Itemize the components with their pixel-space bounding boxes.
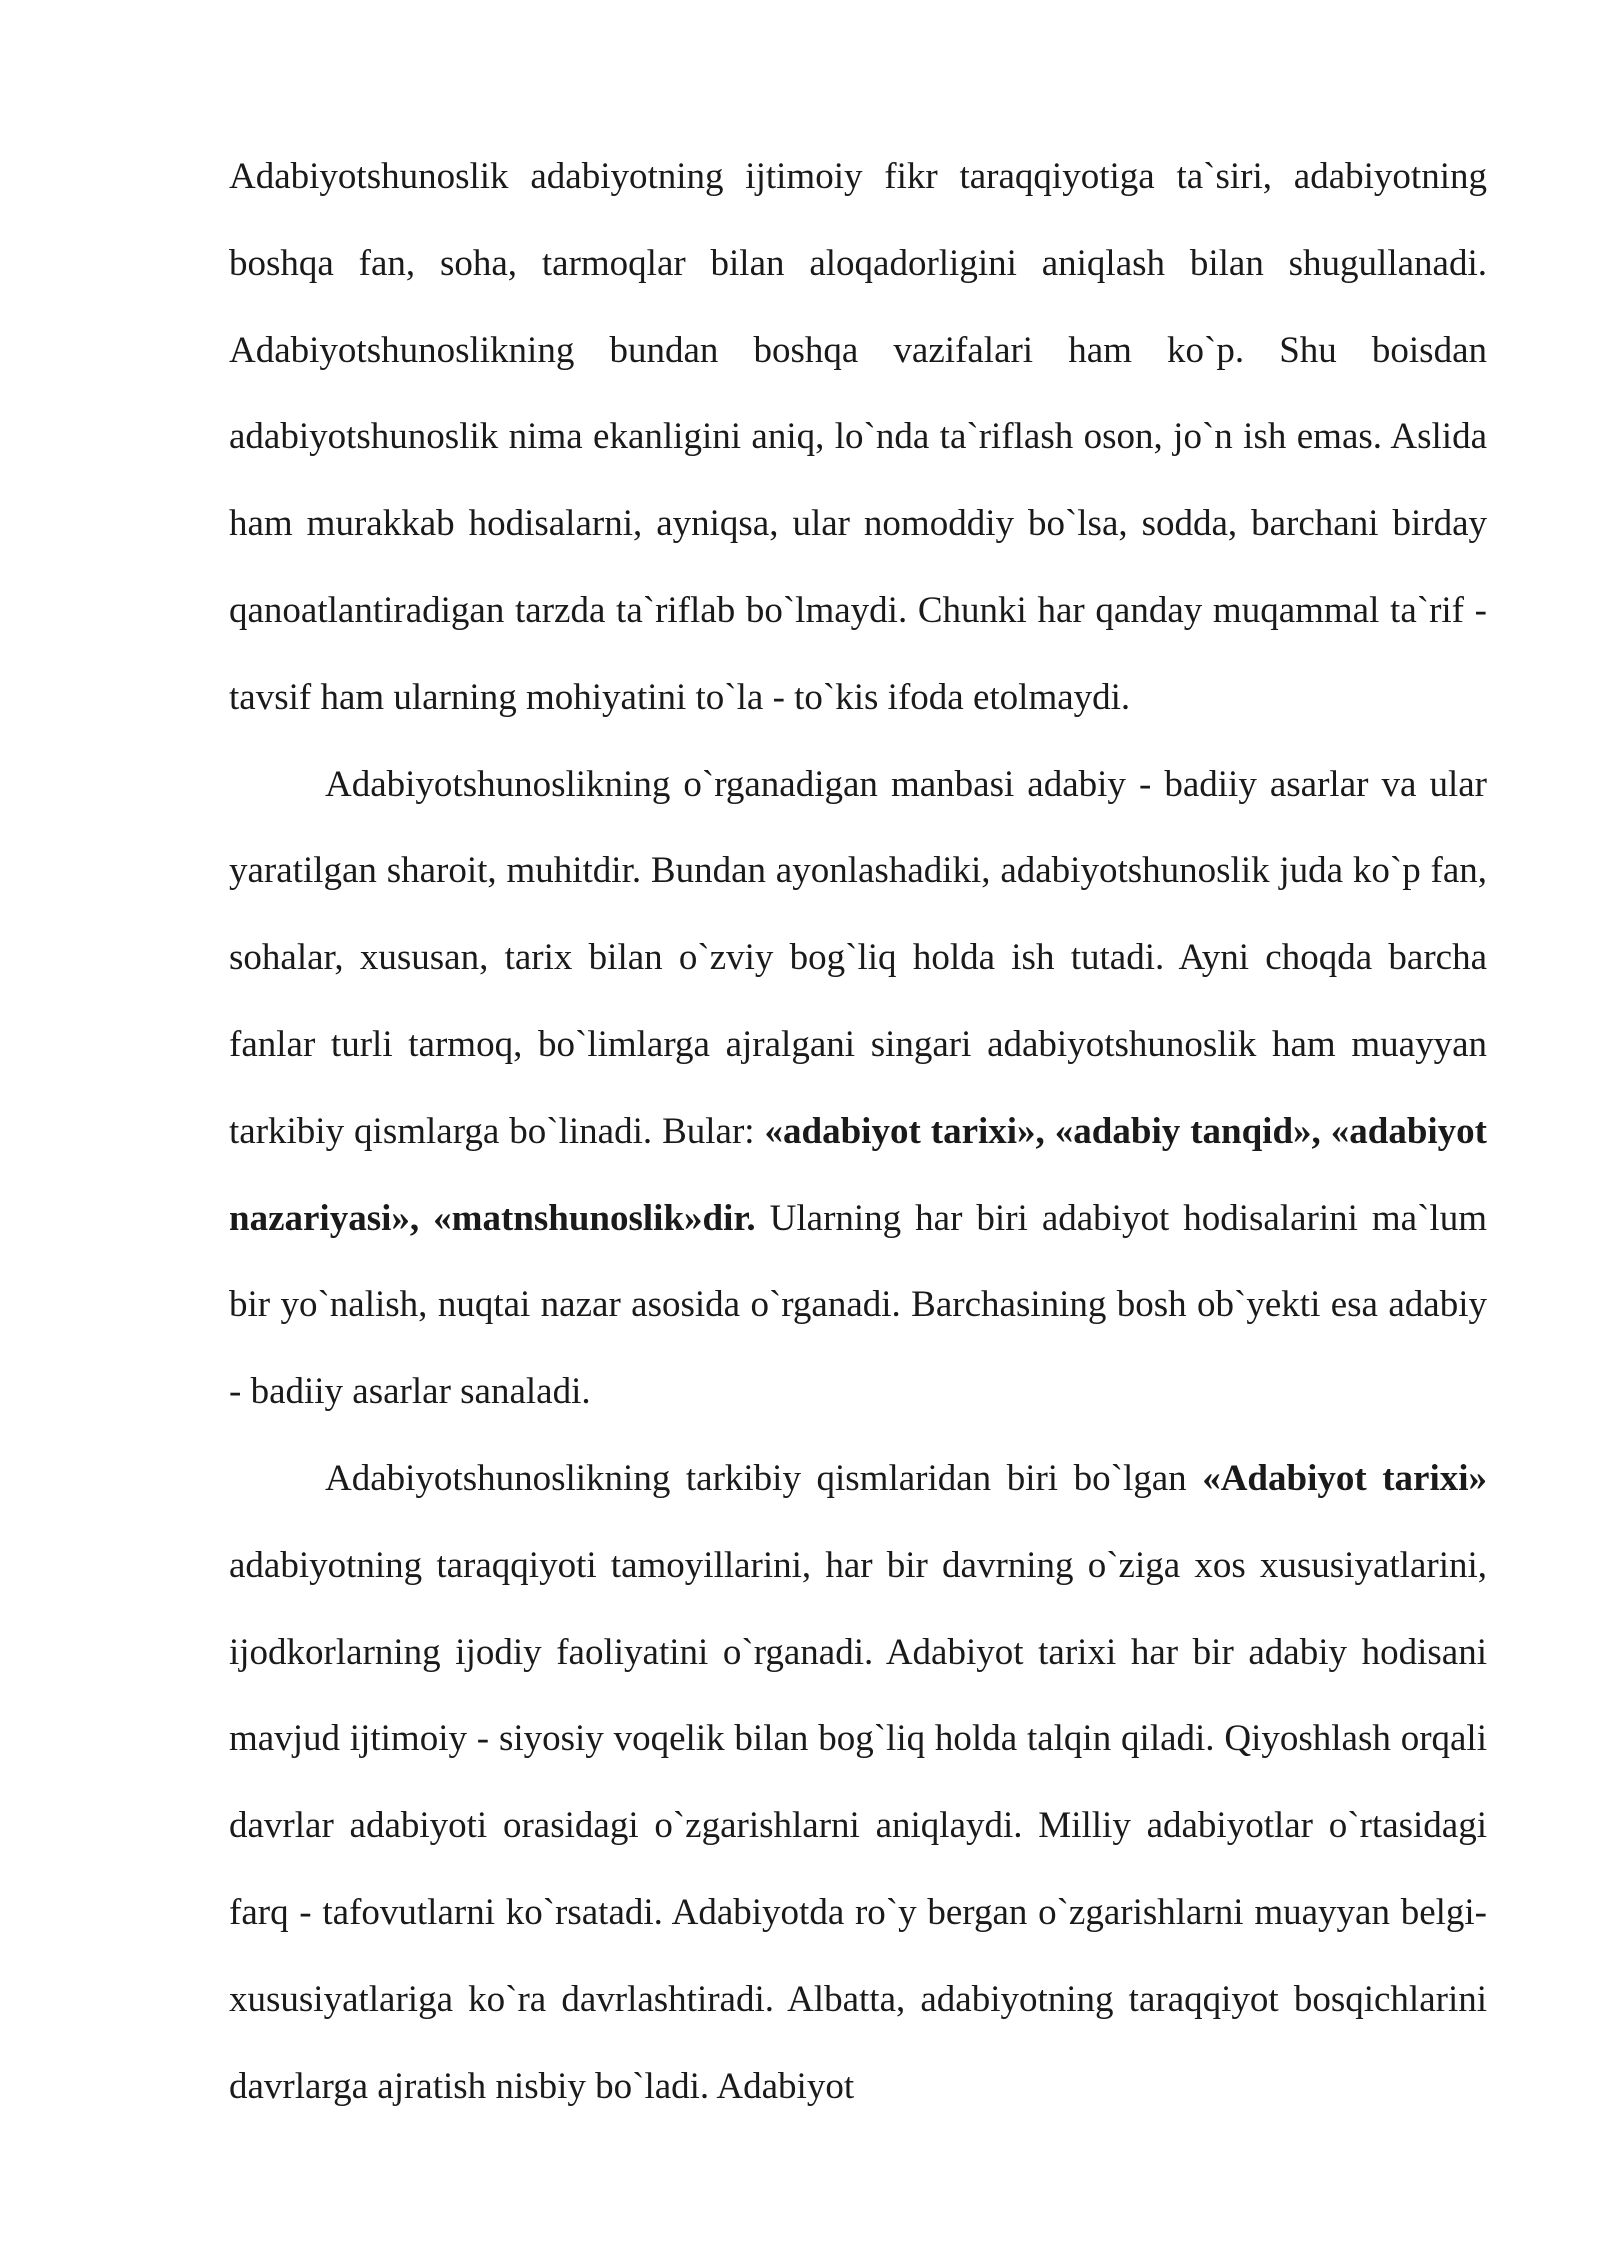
paragraph-2-text-before: Adabiyotshunoslikning o`rganadigan manbasi adabiy - badiiy asarlar va ular yaratilgan sharoit, muhitdir. Bundan ayonlashadiki, adabiyotshunoslik juda ko`p fan, sohalar, xususan, tarix bilan o`zviy bog`liq holda ish tutadi. Ayni choqda barcha fanlar turli tarmoq, bo`limlarga ajralgani singari adabiyotshunoslik ham muayyan tarkibiy qismlarga bo`linadi. Bular: [229,763,1487,1152]
paragraph-1: Adabiyotshunoslik adabiyotning ijtimoiy fikr taraqqiyotiga ta`siri, adabiyotning boshqa fan, soha, tarmoqlar bilan aloqadorligini aniqlash bilan shugullanadi. Adabiyotshunoslikning bundan boshqa vazifalari ham ko`p. Shu boisdan adabiyotshunoslik nima ekanligini aniq, lo`nda ta`riflash oson, jo`n ish emas. Aslida ham murakkab hodisalarni, ayniqsa, ular nomoddiy bo`lsa, sodda, barchani birday qanoatlantiradigan tarzda ta`riflab bo`lmaydi. Chunki har qanday muqammal ta`rif - tavsif ham ularning mohiyatini to`la - to`kis ifoda etolmaydi. [229,156,1487,718]
document-body [229,134,1487,2130]
paragraph-2-text-after: Ularning har biri adabiyot hodisalarini ma`lum bir yo`nalish, nuqtai nazar asosida o`rganadi. Barchasining bosh ob`yekti esa adabiy - badiiy asarlar sanaladi. [229,1197,1487,1413]
paragraph-2 [229,742,1487,1436]
paragraph-3 [229,1436,1487,2130]
paragraph-3-text-after: adabiyotning taraqqiyoti tamoyillarini, har bir davrning o`ziga xos xususiyatlarini, ijodkorlarning ijodiy faoliyatini o`rganadi. Adabiyot tarixi har bir adabiy hodisani mavjud ijtimoiy - siyosiy voqelik bilan bog`liq holda talqin qiladi. Qiyoshlash orqali davrlar adabiyoti orasidagi o`zgarishlarni aniqlaydi. Milliy adabiyotlar o`rtasidagi farq - tafovutlarni ko`rsatadi. Adabiyotda ro`y bergan o`zgarishlarni muayyan belgi-xususiyatlariga ko`ra davrlashtiradi. Albatta, adabiyotning taraqqiyot bosqichlarini davrlarga ajratish nisbiy bo`ladi. Adabiyot [229,1544,1487,2107]
paragraph-2-bold-terms: «adabiyot tarixi», «adabiy tanqid», «adabiyot nazariyasi», «matnshunoslik»dir. [229,1110,1487,1239]
paragraph-3-bold-term: «Adabiyot tarixi» [1202,1457,1488,1499]
paragraph-3-text-before: Adabiyotshunoslikning tarkibiy qismlaridan biri bo`lgan [325,1457,1203,1499]
